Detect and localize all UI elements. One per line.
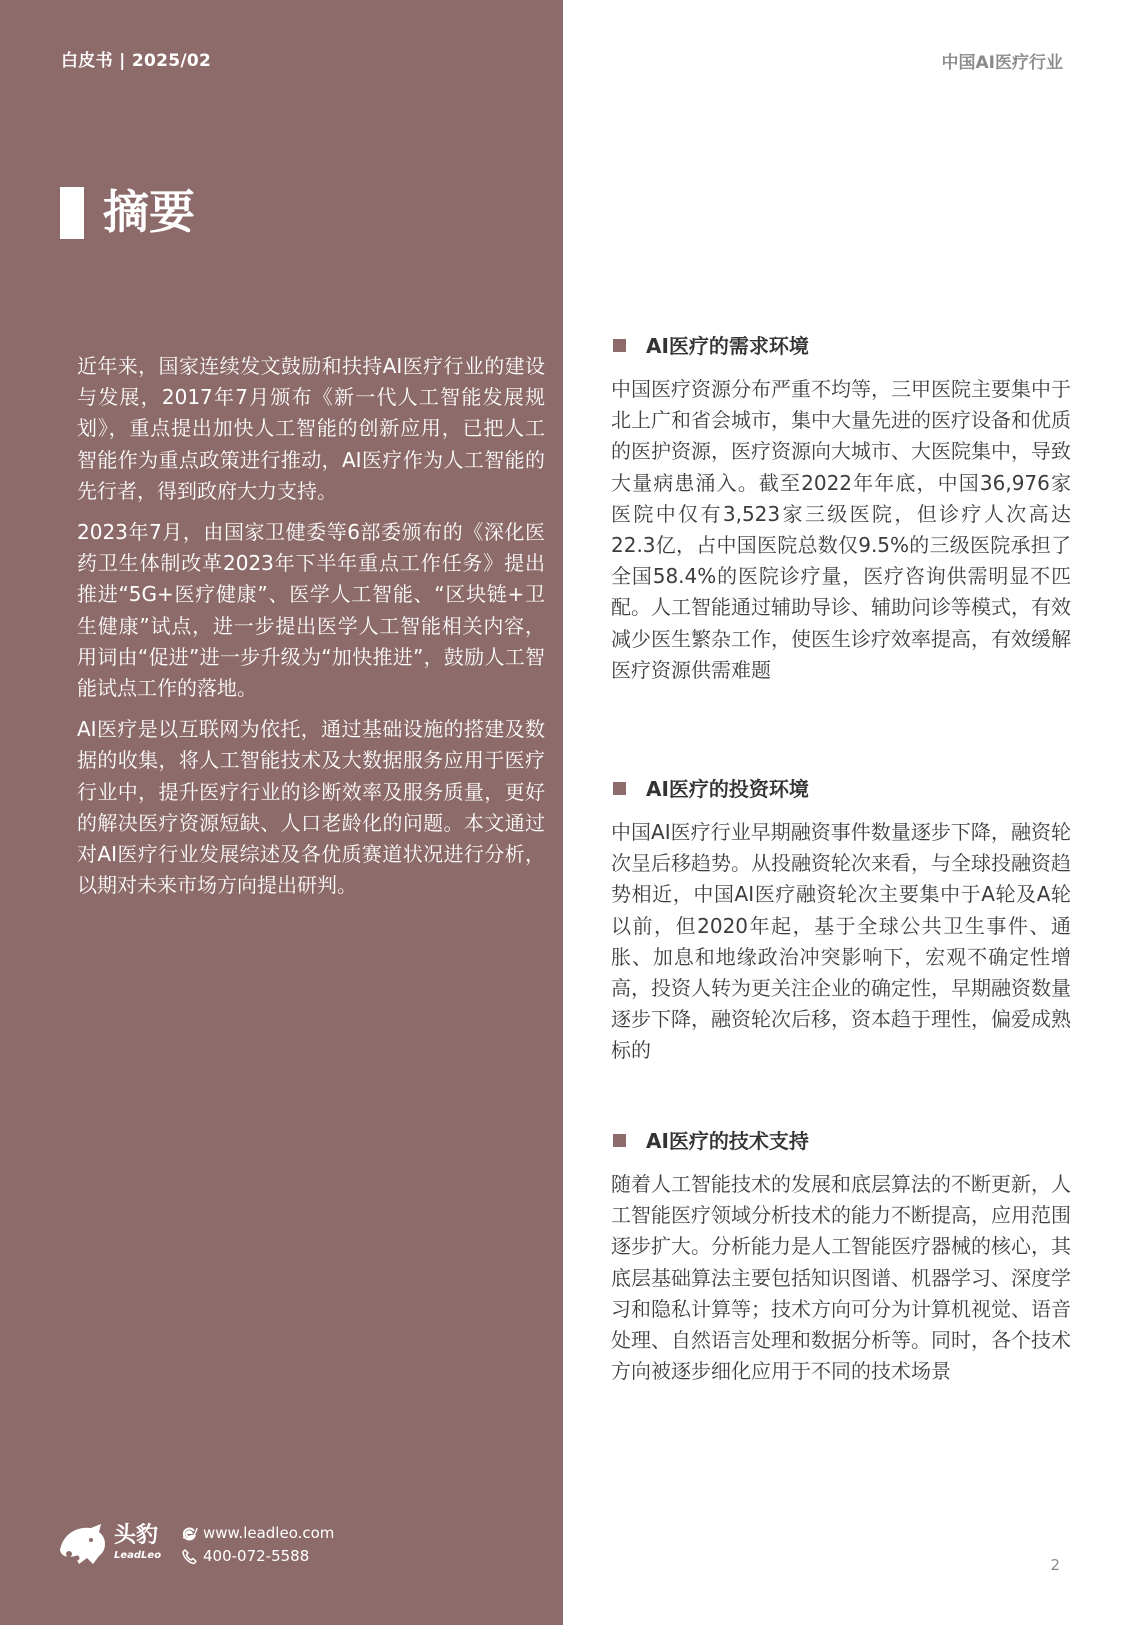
website-link[interactable]: www.leadleo.com: [203, 1524, 335, 1542]
phone-icon: [181, 1548, 198, 1565]
title-accent-bar: [60, 187, 84, 239]
section-heading-text: AI医疗的需求环境: [646, 334, 809, 358]
summary-paragraph-3: AI医疗是以互联网为依托，通过基础设施的搭建及数据的收集，将人工智能技术及大数据服务应用于医疗行业中，提升医疗行业的诊断效率及服务质量，更好的解决医疗资源短缺、人口老龄化的问题。本文通过对AI医疗行业发展综述及各优质赛道状况进行分析，以期对未来市场方向提出研判。: [77, 717, 545, 898]
section-heading: [611, 1126, 1071, 1156]
summary-paragraph-2: 2023年7月，由国家卫健委等6部委颁布的《深化医药卫生体制改革2023年下半年重点工作任务》提出推进“5G+医疗健康”、医学人工智能、“区块链+卫生健康”试点，进一步提出医学人工智能相关内容，用词由“促进”进一步升级为“加快推进”，鼓励人工智能试点工作的落地。: [77, 520, 545, 701]
browser-e-icon: [181, 1525, 198, 1542]
summary-body: [77, 351, 545, 911]
page-title: 摘要: [103, 185, 195, 239]
contact-info: [181, 1522, 334, 1568]
square-bullet-icon: [613, 339, 626, 352]
section-demand: [611, 331, 1071, 686]
section-heading-text: AI医疗的投资环境: [646, 777, 809, 801]
square-bullet-icon: [613, 782, 626, 795]
page-number: 2: [1050, 1556, 1060, 1574]
section-text: 随着人工智能技术的发展和底层算法的不断更新，人工智能医疗领域分析技术的能力不断提高，应用范围逐步扩大。分析能力是人工智能医疗器械的核心，其底层基础算法主要包括知识图谱、机器学习、深度学习和隐私计算等；技术方向可分为计算机视觉、语音处理、自然语言处理和数据分析等。同时，各个技术方向被逐步细化应用于不同的技术场景: [611, 1172, 1071, 1384]
brand-name-en: LeadLeo: [114, 1550, 162, 1561]
section-heading-text: AI医疗的技术支持: [646, 1129, 809, 1153]
brand-name-cn: 头豹: [114, 1523, 159, 1548]
section-investment: [611, 774, 1071, 1067]
section-technology: [611, 1126, 1071, 1387]
phone-number: 400-072-5588: [203, 1547, 310, 1565]
section-text: 中国医疗资源分布严重不均等，三甲医院主要集中于北上广和省会城市，集中大量先进的医疗设备和优质的医护资源，医疗资源向大城市、大医院集中，导致大量病患涌入。截至2022年年底，中国36,976家医院中仅有3,523家三级医院，但诊疗人次高达22.3亿，占中国医院总数仅9.5%的三级医院承担了全国58.4%的医院诊疗量，医疗咨询供需明显不匹配。人工智能通过辅助导诊、辅助问诊等模式，有效减少医生繁杂工作，使医生诊疗效率提高，有效缓解医疗资源供需难题: [611, 377, 1071, 682]
report-type-date: 白皮书 | 2025/02: [61, 51, 212, 71]
phone-row: [181, 1545, 334, 1568]
square-bullet-icon: [613, 1134, 626, 1147]
section-text: 中国AI医疗行业早期融资事件数量逐步下降，融资轮次呈后移趋势。从投融资轮次来看，与全球投融资趋势相近，中国AI医疗融资轮次主要集中于A轮及A轮以前，但2020年起，基于全球公共卫生事件、通胀、加息和地缘政治冲突影响下，宏观不确定性增高，投资人转为更关注企业的确定性，早期融资数量逐步下降，融资轮次后移，资本趋于理性，偏爱成熟标的: [611, 820, 1071, 1063]
website-row: [181, 1522, 334, 1545]
section-heading: [611, 774, 1071, 804]
section-heading: [611, 331, 1071, 361]
report-topic: 中国AI医疗行业: [941, 53, 1063, 73]
summary-paragraph-1: 近年来，国家连续发文鼓励和扶持AI医疗行业的建设与发展，2017年7月颁布《新一代人工智能发展规划》，重点提出加快人工智能的创新应用，已把人工智能作为重点政策进行推动，AI医疗作为人工智能的先行者，得到政府大力支持。: [77, 354, 545, 503]
